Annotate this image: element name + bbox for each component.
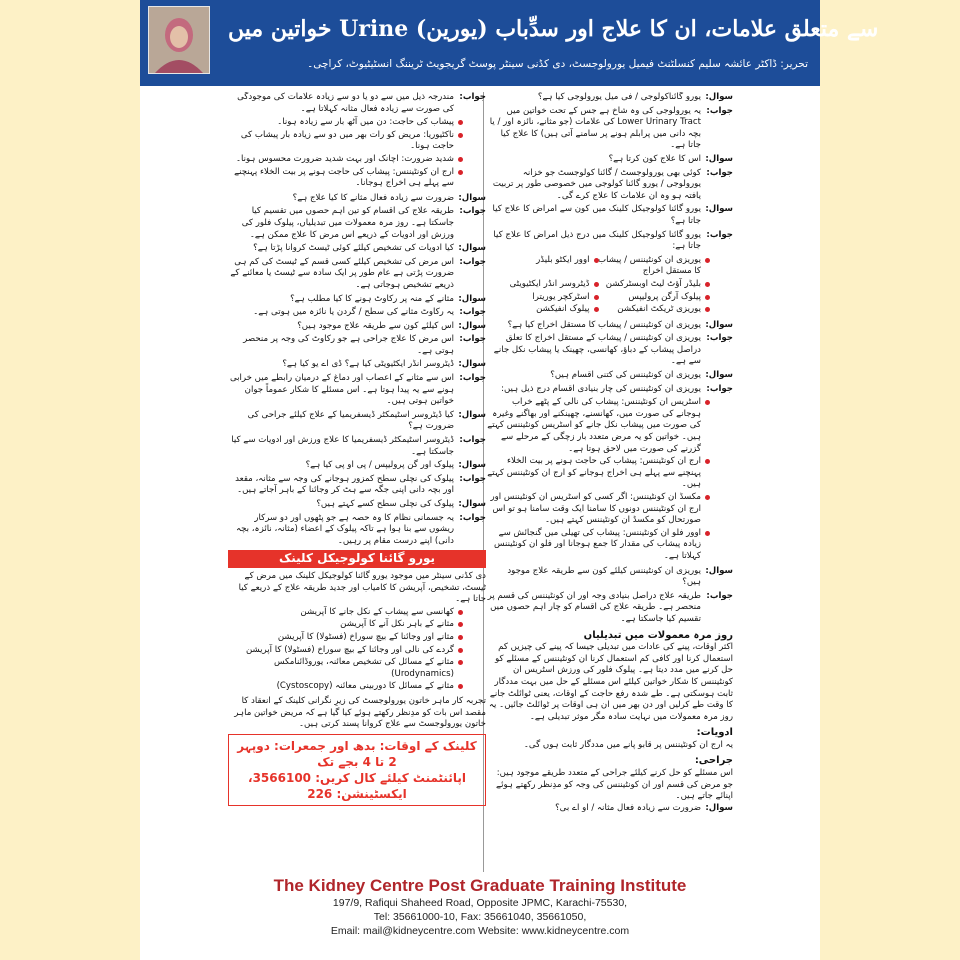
question-text: پیلوک کی نچلی سطح کسے کہتے ہیں؟ (316, 499, 454, 509)
answer-label: جواب: (459, 512, 486, 523)
type-item: اوور فلو ان کونٹیننس: پیشاب کی تھیلی میں گنجائش سے زیادہ پیشاب کی مقدار کا جمع ہوجانا اور فلو ان کونٹیننس کہلاتا ہے۔ (486, 528, 701, 563)
symptom-item: شدید ضرورت: اچانک اور بہت شدید ضرورت محسوس ہونا۔ (228, 154, 454, 166)
question-text: اس کیلئے کون سے طریقہ علاج موجود ہیں؟ (297, 320, 454, 331)
qa-question (228, 193, 486, 205)
disease-item: پیلوک انفیکشن (486, 304, 590, 316)
question-text: یورو گائناکولوجی / فی میل یورولوجی کیا ہے؟ (537, 92, 701, 102)
appointment-phone: اپائنٹمنٹ کیلئے کال کریں: 3566100، ایکسٹینشن: 226 (248, 770, 466, 801)
footer (140, 876, 820, 938)
answer-label: جواب: (706, 105, 733, 116)
qa-question (486, 370, 733, 382)
answer-label: جواب: (706, 383, 733, 394)
question-label: سوال: (705, 370, 733, 381)
question-text: اس کا علاج کون کرتا ہے؟ (608, 153, 701, 164)
answer-label: جواب: (706, 590, 733, 601)
answer-label: جواب: (459, 334, 486, 345)
question-label: سوال: (705, 153, 733, 164)
answer-label: جواب: (706, 229, 733, 240)
qa-question (486, 803, 733, 815)
qa-question (486, 154, 733, 166)
question-label: سوال: (458, 409, 486, 420)
qa-answer (486, 168, 733, 203)
question-text: یوریزی ان کونٹیننس / پیشاب کا مستقل اخراج کیا ہے؟ (507, 319, 701, 330)
question-label: سوال: (458, 499, 486, 509)
qa-question (228, 499, 486, 511)
question-label: سوال: (458, 359, 486, 370)
qa-question (228, 294, 486, 306)
question-label: سوال: (705, 802, 733, 813)
question-label: سوال: (458, 192, 486, 203)
answer-text: اس مرض کی تشخیص کیلئے کسی قسم کے ٹیسٹ کی کم ہی ضرورت پڑتی ہے عام طور پر ایک سادہ سے ٹیسٹ یا معائنے کے ذریعے تشخیص ہوجاتی ہے۔ (230, 256, 454, 290)
answer-text: طریقہ علاج کی اقسام کو تین اہم حصوں میں تقسیم کیا جاسکتا ہے۔ روز مرہ معمولات میں تبدیلیاں، پیلوک فلور کی ورزش اور ادویات کے ذریعے اس مرض کا علاج ممکن ہے۔ (241, 206, 454, 240)
answer-label: جواب: (459, 435, 486, 446)
question-text: کیا ادویات کی تشخیص کیلئے کوئی ٹیسٹ کروانا پڑتا ہے؟ (253, 243, 454, 254)
author-byline: تحریر: ڈاکٹر عائشہ سلیم کنسلٹنٹ فیمیل یورولوجسٹ، دی کڈنی سینٹر پوسٹ گریجویٹ ٹریننگ انسٹیٹیوٹ، کراچی۔ (307, 58, 808, 70)
answer-label: جواب: (706, 167, 733, 178)
answer-text: اس مرض کا علاج جراحی ہے جو رکاوٹ کی وجہ پر منحصر ہوتی ہے۔ (243, 334, 454, 356)
disease-item: یوریزی ٹریکٹ انفیکشن (598, 304, 702, 316)
medicine-text: یہ ارج ان کونٹیننس پر قابو پانے میں مددگار ثابت ہوں گی۔ (523, 739, 733, 750)
procedure-list (228, 607, 486, 693)
page-title: خواتین میں Urine (یورین) سے متعلق علامات، ان کا علاج اور سدِّباب (228, 16, 879, 42)
type-item: اسٹریس ان کونٹیننس: پیشاب کی نالی کے پٹھے خراب ہوجانے کی صورت میں، کھانسنے، چھینکنے اور بھاگنے وغیرہ کی صورت میں پیشاب نکل جانے کو اسٹریس کونٹیننس کہتے ہیں۔ خواتین کو یہ مرض متعدد بار زچگی کے مرحلے سے گزرنے کی صورت میں لاحق ہوتا ہے۔ (487, 397, 701, 454)
clinic-banner: یورو گائنا کولوجیکل کلینک (228, 550, 486, 568)
qa-answer (486, 384, 733, 396)
disease-item: اوور ایکٹو بلیڈر (486, 255, 590, 278)
disease-item: یوریزی ان کونٹیننس / پیشاب کا مستقل اخراج (598, 254, 701, 277)
answer-label: جواب: (459, 307, 486, 318)
answer-text: پیلوک کی نچلی سطح کمزور ہوجانے کی وجہ سے مثانہ، مقعد اور بچہ دانی اپنی جگہ سے ہٹ کر وجائنا کے باہر آجاتے ہیں۔ (235, 473, 454, 496)
question-text: یوریزی ان کونٹیننس کیلئے کون سے طریقہ علاج موجود ہیں؟ (507, 565, 701, 588)
qa-answer (486, 333, 733, 368)
answer-text: یورو گائنا کولوجیکل کلینک میں درج ذیل امراض کا علاج کیا جاتا ہے: (493, 229, 701, 252)
answer-text: یہ رکاوٹ مثانے کی سطح / گردن یا نائزہ میں ہوتی ہے۔ (253, 307, 454, 318)
qa-answer (228, 373, 486, 408)
symptom-item: ارج ان کونٹیننس: پیشاب کی حاجت ہونے پر بیت الخلاء پہنچنے سے پہلے ہی اخراج ہوجانا۔ (228, 167, 454, 190)
qa-question (486, 92, 733, 104)
disease-item: اسٹرکچر یوریترا (486, 292, 590, 304)
answer-text: طریقہ علاج دراصل بنیادی وجہ اور ان کونٹیننس کی قسم پر منحصر ہے۔ طریقہ علاج کی اقسام کو چار اہم حصوں میں تقسیم کیا جاسکتا ہے۔ (487, 590, 701, 624)
question-label: سوال: (705, 92, 733, 102)
header-banner (140, 0, 879, 86)
medicine-heading: ادویات: (696, 727, 733, 739)
institute-name: The Kidney Centre Post Graduate Training Institute (273, 876, 687, 895)
right-column (486, 92, 733, 872)
disease-list (486, 255, 733, 317)
clinic-intro: دی کڈنی سینٹر میں موجود یورو گائنا کولوجیکل کلینک میں مرض کے ٹیسٹ، تشخیص، آپریشن کا کامیاب اور جدید طریقہ علاج کے ذریعے کیا جاتا ہے۔ (238, 570, 486, 605)
qa-answer (228, 92, 486, 115)
answer-text: اس سے مثانے کے اعصاب اور دماغ کے درمیان رابطے میں خرابی ہونے سے یہ پیدا ہوتا ہے۔ اس مسئلے کا شکار عموماً جوان خواتین ہوتی ہیں۔ (229, 373, 454, 407)
left-column (228, 92, 486, 837)
answer-text: کوئی بھی یورولوجسٹ / گائنا کولوجسٹ جو خزانہ یورولوجی / یورو گائنا کولوجی میں خصوصی طور پر تربیت یافتہ ہو وہ ان علامات کا علاج کرے گی۔ (492, 167, 701, 201)
disease-item: ڈیٹروسر انڈر ایکٹیویٹی (486, 279, 590, 291)
institute-phone: Tel: 35661000-10, Fax: 35661040, 35661050, (373, 911, 587, 923)
answer-text: یوریزی ان کونٹیننس کی چار بنیادی اقسام درج ذیل ہیں: (501, 383, 701, 394)
qa-question (228, 359, 486, 371)
qa-answer (228, 435, 486, 458)
type-item: مکسڈ ان کونٹیننس: اگر کسی کو اسٹریس ان کونٹیننس اور ارج ان کونٹیننس دونوں کا سامنا ایک وقت سامنا ہو تو اس صورتحال کو مکسڈ ان کونٹیننس کہتے ہیں۔ (486, 492, 701, 527)
procedure-item: مثانے کے مسائل کا دوربینی معائنہ (Cystoscopy) (228, 681, 454, 693)
question-label: سوال: (705, 565, 733, 576)
author-photo (148, 6, 210, 74)
question-text: ضرورت سے زیادہ فعال مثانے کا کیا علاج ہے؟ (292, 192, 454, 203)
answer-text: یہ یورولوجی کی وہ شاخ ہے جس کے تحت خواتین میں Lower Urinary Tract کی علامات (جو مثانے، نائزہ اور / یا بچہ دانی میں پرابلم ہونے پر سامنے آتی ہیں) کا علاج کیا جاتا ہے۔ (489, 105, 701, 151)
qa-question (228, 410, 486, 433)
surgery-text: اس مسئلے کو حل کرنے کیلئے جراحی کے متعدد طریقے موجود ہیں: جو مرض کی قسم اور ان کونٹیننس کی وجہ کو مدِنظر رکھتے ہوئے اپنائے جاتے ہیں۔ (496, 768, 733, 802)
procedure-item: مثانے کے باہر نکل آنے کا آپریشن (228, 619, 454, 631)
qa-question (228, 321, 486, 333)
qa-question (228, 460, 486, 472)
answer-label: جواب: (459, 256, 486, 267)
lifestyle-text: اکثر اوقات، پینے کی عادات میں تبدیلی جیسا کہ پینے کی چیزیں کم استعمال کرنا اور کافی کم استعمال کرنا ان کونٹیننس کے مسئلے کو حل کرنے میں مدد دیتا ہے۔ پیلوک فلور کی ورزش اسٹریس ان کونٹیننس کا شکار خواتین کیلئے اس مسئلے کے حل میں بہت مددگار ثابت ہوسکتی ہے۔ طے شدہ رفع حاجت کے اوقات، یعنی ٹوائلٹ جانے کا وقت طے کرلیں اور دن بھر میں ان ہی اوقات پر ٹوائلٹ جائیں۔ یہ روز مرہ معمولات میں نہایت سادہ مگر موثر تبدیلی ہے۔ (489, 642, 733, 722)
question-label: سوال: (705, 319, 733, 330)
procedure-item: کھانسی سے پیشاب کے نکل جانے کا آپریشن (228, 607, 454, 619)
page-sheet (140, 0, 879, 960)
symptom-list (228, 117, 486, 190)
surgery-heading: جراحی: (694, 755, 733, 767)
answer-label: جواب: (459, 206, 486, 217)
answer-text: مندرجہ ذیل میں سے دو یا دو سے زیادہ علامات کی موجودگی کی صورت سے زیادہ فعال مثانہ کہلاتا ہے۔ (237, 92, 454, 114)
procedure-item: مثانے اور وجائنا کے بیچ سوراخ (فسٹولا) کا آپریشن (228, 632, 454, 644)
answer-label: جواب: (459, 92, 486, 102)
question-text: ڈیٹروسر انڈر ایکٹیویٹی کیا ہے؟ ڈی اے یو کیا ہے؟ (282, 359, 454, 370)
qa-question (486, 204, 733, 227)
type-item: ارج ان کونٹیننس: پیشاب کی حاجت ہونے پر بیت الخلاء پہنچنے سے پہلے ہی اخراج ہوجانے کو ارج ان کونٹیننس کہتے ہیں۔ (487, 456, 701, 490)
clinic-timing: کلینک کے اوقات: بدھ اور جمعرات: دوپہر 2 تا 4 بجے تک (237, 738, 477, 769)
question-text: پیلوک اور گن پرولیپس / پی او پی کیا ہے؟ (305, 460, 454, 471)
symptom-item: پیشاب کی حاجت: دن میں آٹھ بار سے زیادہ ہونا۔ (228, 117, 454, 129)
answer-text: یوریزی ان کونٹیننس / پیشاب کے مستقل اخراج کا تعلق دراصل پیشاب کے دباؤ، کھانسی، چھینک یا پیشاب نکل جانے سے ہے۔ (493, 333, 701, 367)
question-text: یوریزی ان کونٹیننس کی کتنی اقسام ہیں؟ (550, 370, 701, 381)
qa-answer (228, 334, 486, 357)
lifestyle-heading: روز مرہ معمولات میں تبدیلیاں (583, 629, 733, 641)
question-label: سوال: (705, 204, 733, 215)
procedure-item: گردے کی نالی اور وجائنا کے بیچ سوراخ (فسٹولا) کا آپریشن (228, 645, 454, 657)
symptom-item: ناکٹیوریا: مریض کو رات بھر میں دو سے زیادہ بار پیشاب کی حاجت ہونا۔ (228, 130, 454, 153)
author-portrait-icon (149, 7, 209, 73)
question-text: مثانے کے منہ پر رکاوٹ ہونے کا کیا مطلب ہے؟ (290, 293, 454, 304)
institute-contact: Email: mail@kidneycentre.com Website: www.kidneycentre.com (330, 925, 630, 937)
question-text: یورو گائنا کولوجیکل کلینک میں کون سے امراض کا علاج کیا جاتا ہے؟ (492, 204, 701, 226)
qa-question (486, 566, 733, 589)
question-label: سوال: (458, 320, 486, 331)
answer-label: جواب: (459, 473, 486, 484)
question-text: کیا ڈیٹروسر اسٹیمکٹر ڈیسفریمیا کے علاج کیلئے جراحی کی ضرورت ہے؟ (247, 409, 454, 432)
question-text: ضرورت سے زیادہ فعال مثانہ / او اے بی؟ (555, 802, 701, 813)
qa-answer (486, 591, 733, 626)
qa-question (228, 243, 486, 255)
answer-label: جواب: (706, 333, 733, 344)
qa-question (486, 320, 733, 332)
qa-answer (486, 106, 733, 152)
disease-item: پیلوک آرگن پرولیپس (598, 292, 702, 304)
question-label: سوال: (458, 460, 486, 471)
qa-answer (228, 307, 486, 319)
qa-answer (486, 230, 733, 253)
disease-item: بلیڈر آؤٹ لیٹ اوبسٹرکشن (598, 279, 702, 291)
question-label: سوال: (458, 293, 486, 304)
clinic-info-box (228, 734, 486, 806)
qa-answer (228, 206, 486, 241)
qa-answer (228, 474, 486, 497)
clinic-note: تجربہ کار ماہر خاتون یورولوجسٹ کی زیرِ نگرانی کلینک کے انعقاد کا مقصد اس بات کو مدِنظر رکھتے ہوئے کیا گیا ہے کہ مریض خواتین ماہر خاتون یورولوجسٹ سے علاج کروانا پسند کرتی ہیں۔ (234, 695, 486, 730)
answer-label: جواب: (459, 373, 486, 384)
answer-text: ڈیٹروسر اسٹیمکٹر ڈیسفریمیا کا علاج ورزش اور ادویات سے کیا جاسکتا ہے۔ (231, 435, 454, 457)
qa-answer (228, 257, 486, 292)
qa-answer (228, 513, 486, 548)
question-label: سوال: (458, 243, 486, 254)
incontinence-types-list (486, 397, 733, 562)
answer-text: یہ جسمانی نظام کا وہ حصہ ہے جو پٹھوں اور دو سرکار ریشوں سے بنا ہوا ہے تاکہ پیلوک کے اعضاء (مثانہ، نائزہ، بچہ دانی) اپنے درست مقام پر رہیں۔ (236, 512, 454, 546)
institute-address: 197/9, Rafiqui Shaheed Road, Opposite JPMC, Karachi-75530, (332, 897, 628, 909)
procedure-item: مثانے کے مسائل کی تشخیص معائنہ، یوروڈائنامکس (Urodynamics) (228, 657, 454, 680)
